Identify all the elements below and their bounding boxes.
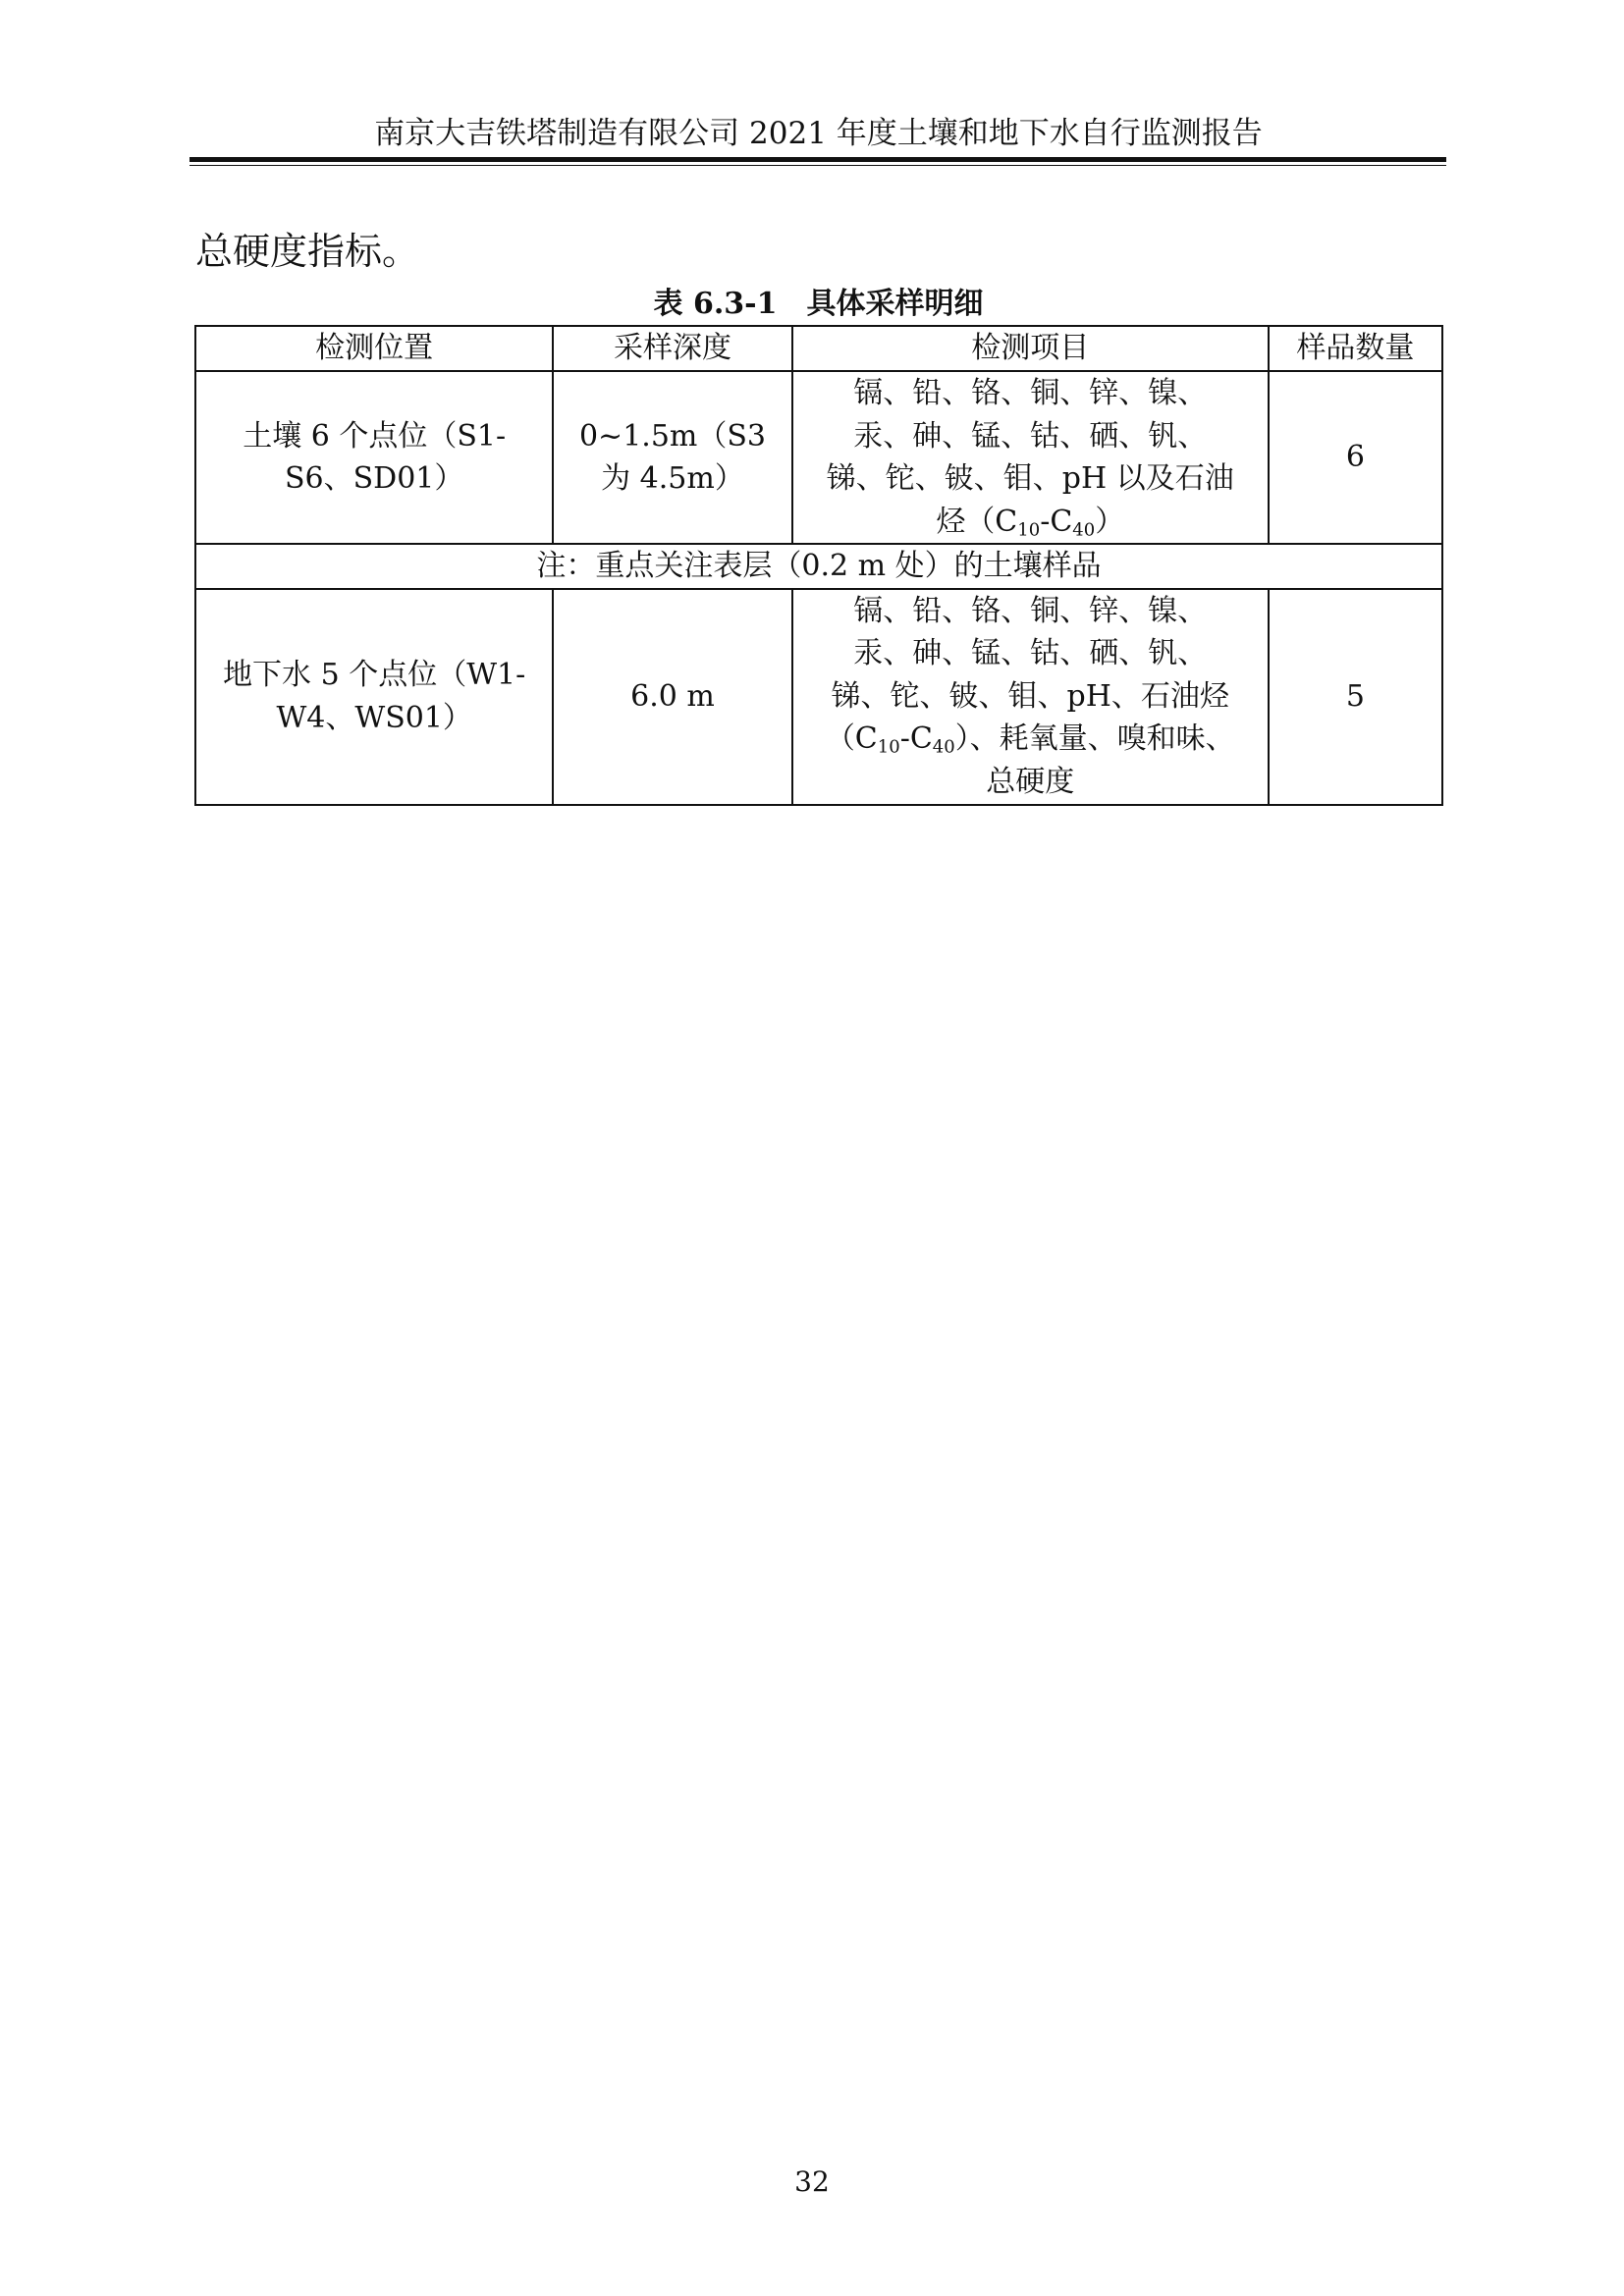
groundwater-location-line: 地下水 5 个点位（W1- [223,658,526,692]
header-rule-thick [189,157,1446,162]
soil-location-line: S6、SD01） [284,461,464,496]
soil-location-line: 土壤 6 个点位（S1- [243,418,507,454]
table-row-groundwater [195,589,1442,805]
table-header-row [195,326,1442,371]
header-count: 样品数量 [1269,326,1442,371]
running-header: 南京大吉铁塔制造有限公司 2021 年度土壤和地下水自行监测报告 [374,116,1263,151]
header-depth: 采样深度 [553,326,791,371]
header-rule-thin [189,165,1446,166]
groundwater-items-line: 汞、砷、锰、钴、硒、钒、 [853,636,1208,671]
soil-items-line: 烃$(C_{10}-C_{40})$ [936,504,1125,540]
table-note-row [195,544,1442,589]
soil-items-line: 锑、铊、铍、钼、pH 以及石油 [826,461,1234,496]
soil-depth-line: 为 4.5m） [601,461,744,496]
groundwater-items-line: $(C_{10}-C_{40})$、耗氧量、嗅和味、 [825,721,1235,758]
lead-paragraph: 总硬度指标。 [195,230,420,273]
groundwater-items-line: 总硬度 [986,764,1075,799]
header-location: 检测位置 [195,326,553,371]
soil-items-line: 镉、铅、铬、铜、锌、镍、 [853,376,1208,410]
groundwater-count-cell: 5 [1269,589,1442,805]
groundwater-items-line: 镉、铅、铬、铜、锌、镍、 [853,593,1208,628]
groundwater-depth-cell: 6.0 m [553,589,791,805]
table-caption: 表 6.3-1 具体采样明细 [653,287,984,321]
header-items: 检测项目 [792,326,1269,371]
groundwater-location-line: W4、WS01） [276,700,472,735]
page-number: 32 [794,2165,830,2198]
soil-depth-cell [553,371,791,544]
sampling-detail-table [194,325,1443,806]
soil-items-cell [792,371,1269,544]
groundwater-items-cell [792,589,1269,805]
groundwater-location-cell [195,589,553,805]
table-note: 注：重点关注表层（0.2 m 处）的土壤样品 [195,544,1442,589]
soil-items-line: 汞、砷、锰、钴、硒、钒、 [853,418,1208,454]
soil-count-cell: 6 [1269,371,1442,544]
soil-depth-line: 0~1.5m（S3 [578,418,766,454]
groundwater-items-line: 锑、铊、铍、钼、pH、石油烃 [831,678,1229,714]
soil-location-cell [195,371,553,544]
table-row-soil [195,371,1442,544]
